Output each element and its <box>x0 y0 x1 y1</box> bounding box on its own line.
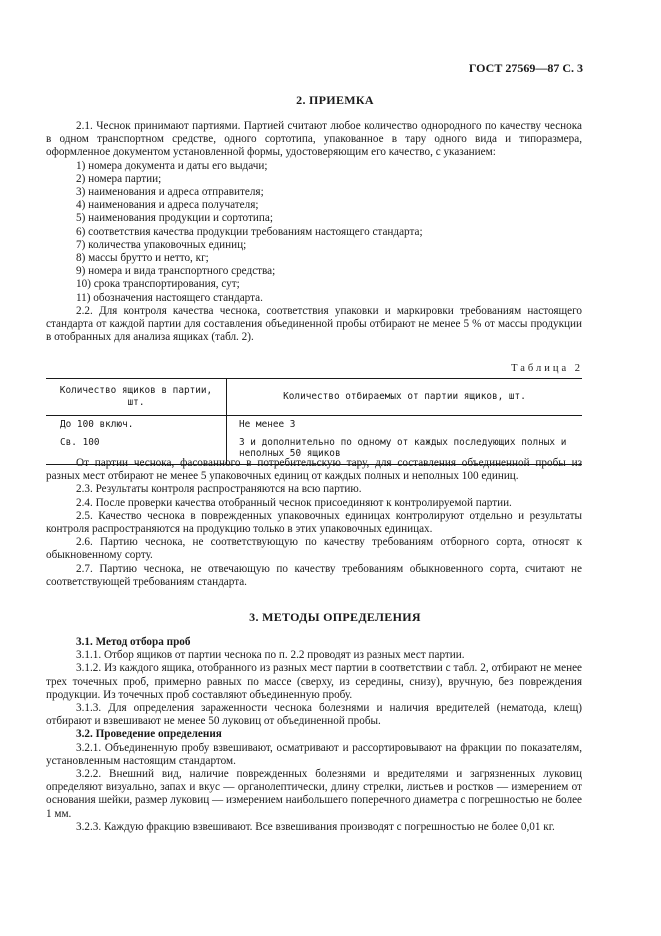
paragraph-3-2-2: 3.2.2. Внешний вид, наличие поврежденных болезнями и вредителями и загрязненных луковиц определяют визуально, запах и вкус — органолептически, длину стрелки, листьев и ростков — измерением от основания шейки, размер луковиц — измерением наибольшего поперечного диаметра с погрешностью не более 1 мм. <box>46 768 582 820</box>
paragraph-2-2: 2.2. Для контроля качества чеснока, соответствия упаковки и маркировки требованиям настоящего стандарта от каждой партии для составления объединенной пробы отбирают не менее 5 % от массы продукции в отобранных для анализа ящиках (табл. 2). <box>46 304 582 344</box>
list-item: 5) наименования продукции и сортотипа; <box>76 212 273 225</box>
list-item: 10) срока транспортирования, сут; <box>76 278 240 291</box>
list-item: 1) номера документа и даты его выдачи; <box>76 159 268 172</box>
list-item: 2) номера партии; <box>76 172 162 185</box>
section-2-body-continued <box>46 457 582 589</box>
paragraph-consumer-pack: От партии чеснока, фасованного в потребительскую тару, для составления объединенной пробы из разных мест отбирают не менее 5 упаковочных единиц от каждых полных и неполных 100 единиц. <box>46 457 582 483</box>
paragraph-2-7: 2.7. Партию чеснока, не отвечающую по качеству требованиям обыкновенного сорта, считают не соответствующей требованиям стандарта. <box>46 562 582 588</box>
table-cell: Св. 100 <box>46 434 227 465</box>
list-item: 4) наименования и адреса получателя; <box>76 199 259 212</box>
section-2-body <box>46 120 582 344</box>
list-item: 8) массы брутто и нетто, кг; <box>76 252 209 265</box>
document-attributes-list <box>46 160 582 305</box>
paragraph-3-2-1: 3.2.1. Объединенную пробу взвешивают, осматривают и рассортировывают на фракции по показателям, установленным настоящим стандартом. <box>46 741 582 767</box>
table-caption: Таблица 2 <box>511 363 583 374</box>
paragraph-3-1-1: 3.1.1. Отбор ящиков от партии чеснока по п. 2.2 проводят из разных мест партии. <box>76 649 465 662</box>
sampling-table <box>46 378 582 465</box>
section-3-title: 3. МЕТОДЫ ОПРЕДЕЛЕНИЯ <box>249 610 421 624</box>
page-header: ГОСТ 27569—87 С. 3 <box>468 61 583 75</box>
subsection-3-1-title: 3.1. Метод отбора проб <box>76 636 191 648</box>
paragraph-3-1-2: 3.1.2. Из каждого ящика, отобранного из разных мест партии в соответствии с табл. 2, отбирают не менее трех точечных проб, примерно равных по массе (сверху, из середины, снизу), вручную, без повреждения продукции. Из точечных проб составляют объединенную пробу. <box>46 662 582 701</box>
table-cell: Не менее 3 <box>239 419 296 431</box>
table-row <box>46 416 582 434</box>
paragraph-2-1: 2.1. Чеснок принимают партиями. Партией считают любое количество однородного по качеству чеснока в одном транспортном средстве, одного сортотипа, упакованное в тару одного вида и типоразмера, оформленное документом установленной формы, удостоверяющим его качество, с указанием: <box>46 120 582 159</box>
table-header-boxes-in-lot: Количество ящиков в партии, шт. <box>46 379 227 416</box>
section-2-title: 2. ПРИЕМКА <box>296 93 374 107</box>
paragraph-2-3: 2.3. Результаты контроля распространяются на всю партию. <box>76 483 362 496</box>
table-cell: 3 и дополнительно по одному от каждых последующих полных и неполных 50 ящиков <box>227 434 583 465</box>
list-item: 3) наименования и адреса отправителя; <box>76 186 264 199</box>
paragraph-2-4: 2.4. После проверки качества отобранный чеснок присоединяют к контролируемой партии. <box>76 496 512 509</box>
list-item: 6) соответствия качества продукции требованиям настоящего стандарта; <box>76 225 423 238</box>
table-header-boxes-selected: Количество отбираемых от партии ящиков, шт. <box>227 379 583 416</box>
list-item: 9) номера и вида транспортного средства; <box>76 265 276 278</box>
subsection-3-2-title: 3.2. Проведение определения <box>76 728 222 741</box>
paragraph-3-1-3: 3.1.3. Для определения зараженности чеснока болезнями и наличия вредителей (нематода, клещ) отбирают и взвешивают не менее 50 луковиц от объединенной пробы. <box>46 702 582 728</box>
table-cell: До 100 включ. <box>46 416 227 434</box>
section-3-body <box>46 636 582 834</box>
paragraph-2-6: 2.6. Партию чеснока, не соответствующую по качеству требованиям отборного сорта, относят к обыкновенному сорту. <box>46 536 582 562</box>
paragraph-2-5: 2.5. Качество чеснока в поврежденных упаковочных единицах контролируют отдельно и результаты контроля распространяются на продукцию только в этих упаковочных единицах. <box>46 509 582 536</box>
list-item: 11) обозначения настоящего стандарта. <box>76 291 263 304</box>
paragraph-3-2-3: 3.2.3. Каждую фракцию взвешивают. Все взвешивания производят с погрешностью не более 0,01 кг. <box>76 820 555 833</box>
list-item: 7) количества упаковочных единиц; <box>76 238 247 251</box>
